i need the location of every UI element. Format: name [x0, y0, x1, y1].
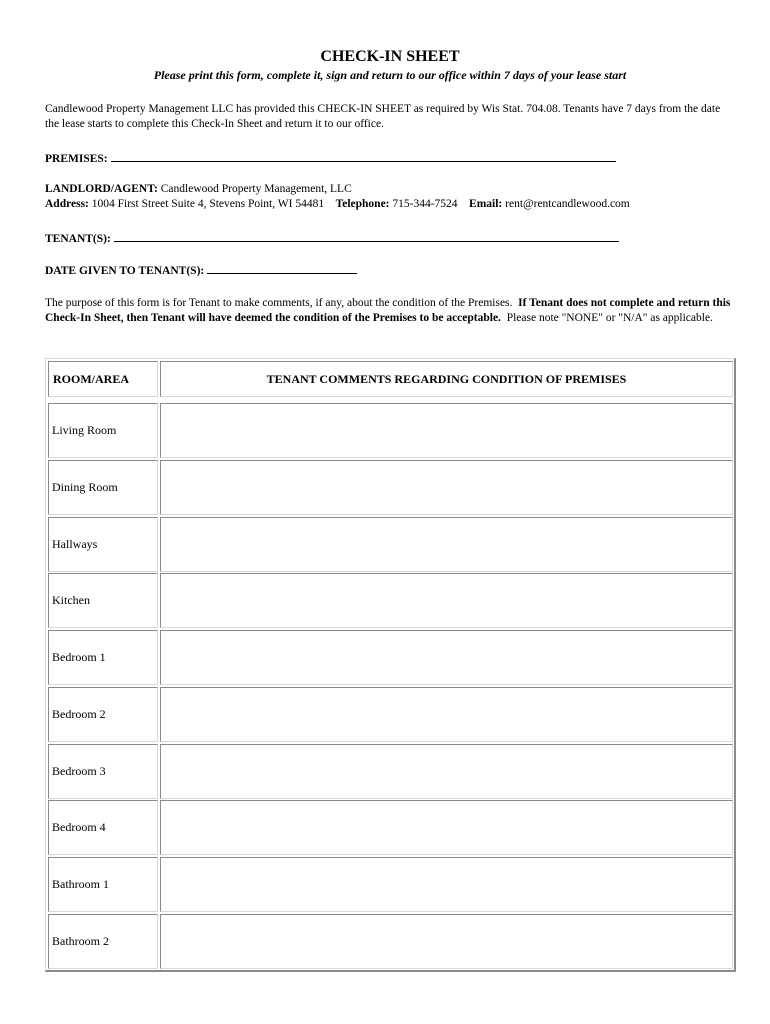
page-title: CHECK-IN SHEET [320, 48, 460, 65]
table-row [48, 403, 733, 458]
tenant-comment-cell[interactable] [160, 687, 733, 742]
telephone-value: 715-344-7524 [392, 198, 458, 210]
purpose-text-1: The purpose of this form is for Tenant to make comments, if any, about the condition of the Premises. [45, 297, 513, 309]
tenant-comment-cell[interactable] [160, 744, 733, 799]
purpose-text-2: Please note "NONE" or "N/A" as applicable. [506, 311, 713, 324]
landlord-value: Candlewood Property Management, LLC [160, 183, 352, 195]
tenant-comment-cell[interactable] [160, 914, 733, 969]
table-row [48, 857, 733, 912]
email-label: Email: [469, 198, 503, 210]
room-area-cell: Bedroom 1 [48, 630, 158, 685]
table-row [48, 744, 733, 799]
landlord-line [45, 183, 352, 195]
header-room-area: ROOM/AREA [48, 361, 158, 397]
tenants-line [45, 231, 619, 245]
tenant-comment-cell[interactable] [160, 403, 733, 458]
tenant-comment-cell[interactable] [160, 857, 733, 912]
header-tenant-comments: TENANT COMMENTS REGARDING CONDITION OF PREMISES [160, 361, 733, 397]
room-area-cell: Bathroom 1 [48, 857, 158, 912]
date-given-field[interactable] [207, 263, 357, 274]
tenant-comment-cell[interactable] [160, 800, 733, 855]
room-area-cell: Bedroom 2 [48, 687, 158, 742]
page-subtitle: Please print this form, complete it, sign and return to our office within 7 days of your lease start [153, 68, 627, 82]
address-value: 1004 First Street Suite 4, Stevens Point, WI 54481 [91, 198, 325, 210]
tenants-field[interactable] [114, 231, 619, 242]
premises-label: PREMISES: [45, 153, 108, 165]
email-value: rent@rentcandlewood.com [505, 198, 630, 210]
table-header-row [48, 361, 733, 397]
date-given-line [45, 263, 357, 277]
room-area-cell: Kitchen [48, 573, 158, 628]
tenant-comment-cell[interactable] [160, 460, 733, 515]
tenant-comment-cell[interactable] [160, 630, 733, 685]
room-area-cell: Bathroom 2 [48, 914, 158, 969]
condition-table [45, 358, 736, 972]
premises-field[interactable] [111, 151, 616, 162]
purpose-text-bold: If Tenant does not complete and return this Check-In Sheet, then Tenant will have deemed the condition of the Premises to be acceptable. [45, 297, 731, 324]
tenants-label: TENANT(S): [45, 233, 111, 245]
premises-line [45, 151, 616, 165]
room-area-cell: Bedroom 3 [48, 744, 158, 799]
table-row [48, 800, 733, 855]
tenant-comment-cell[interactable] [160, 517, 733, 572]
table-row [48, 517, 733, 572]
address-label: Address: [45, 198, 89, 210]
contact-line [45, 198, 630, 210]
landlord-label: LANDLORD/AGENT: [45, 183, 158, 195]
purpose-paragraph [45, 296, 735, 325]
room-area-cell: Bedroom 4 [48, 800, 158, 855]
table-row [48, 630, 733, 685]
table-row [48, 573, 733, 628]
room-area-cell: Hallways [48, 517, 158, 572]
room-area-cell: Living Room [48, 403, 158, 458]
room-area-cell: Dining Room [48, 460, 158, 515]
date-given-label: DATE GIVEN TO TENANT(S): [45, 265, 205, 277]
intro-paragraph: Candlewood Property Management LLC has provided this CHECK-IN SHEET as required by Wis Stat. 704.08. Tenants have 7 days from the date the lease starts to complete this Check-In Sheet and return it to our office. [45, 103, 721, 130]
telephone-label: Telephone: [335, 198, 390, 210]
tenant-comment-cell[interactable] [160, 573, 733, 628]
table-row [48, 460, 733, 515]
table-row [48, 914, 733, 969]
table-row [48, 687, 733, 742]
